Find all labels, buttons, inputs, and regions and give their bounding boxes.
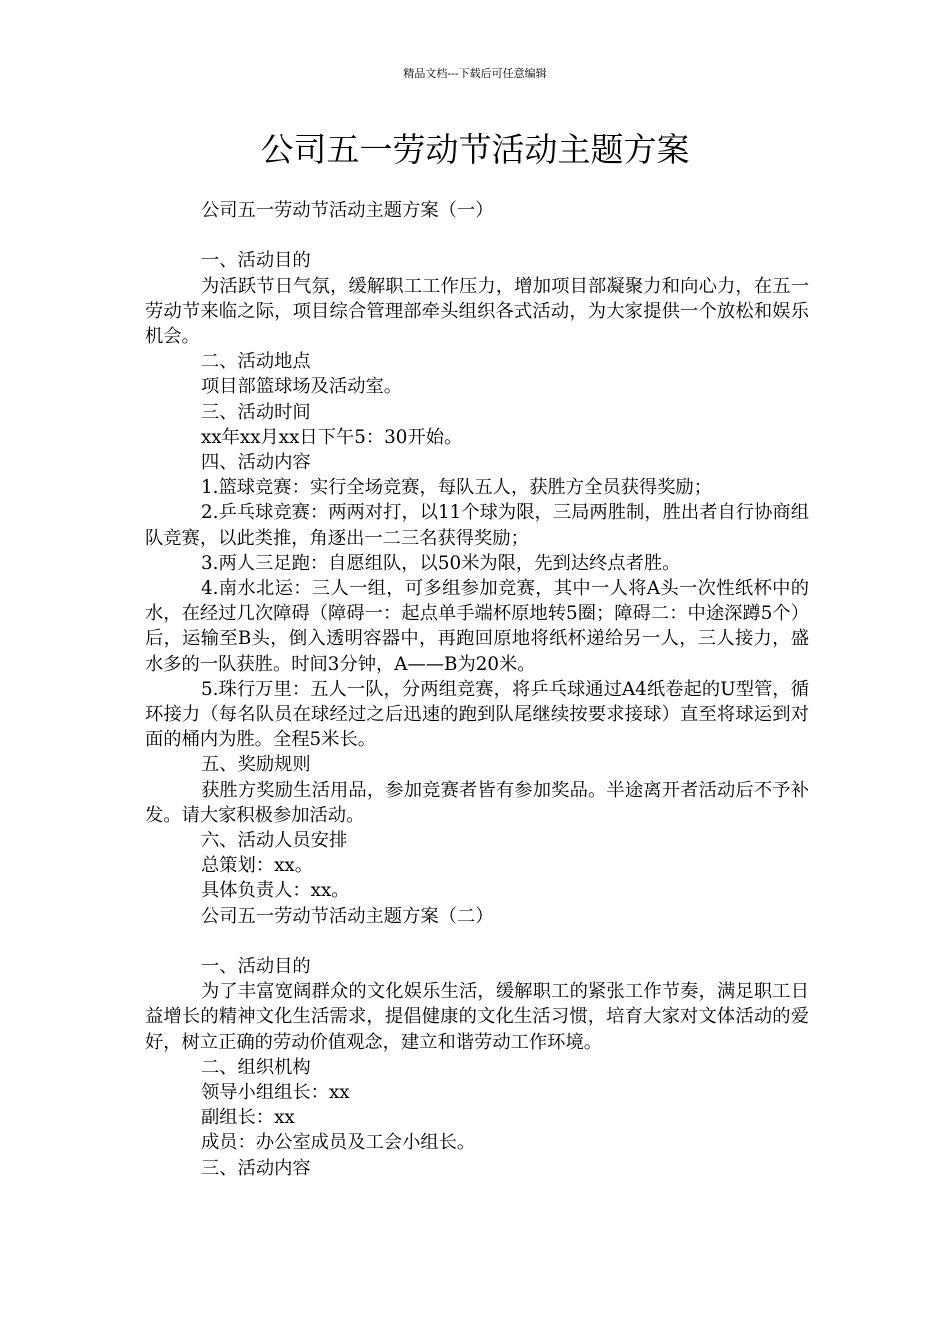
list-item-three-legged-race: 3.两人三足跑：自愿组队，以50米为限，先到达终点者胜。	[201, 552, 681, 574]
document-body	[145, 198, 809, 1181]
heading-purpose: 一、活动目的	[201, 250, 311, 272]
paragraph-deputy-leader: 副组长：xx	[201, 1107, 295, 1129]
list-item-ball-relay: 5.珠行万里：五人一队，分两组竞赛，将乒乓球通过A4纸卷起的U型管，循环接力（每名队员在球经过之后迅速的跑到队尾继续按要求接球）直至将球运到对面的桶内为胜。全程5米长。	[145, 678, 809, 751]
list-item-table-tennis: 2.乒乓球竞赛：两两对打，以11个球为限，三局两胜制，胜出者自行协商组队竞赛，以此类推，角逐出一二三名获得奖励；	[145, 502, 809, 549]
heading-time: 三、活动时间	[201, 401, 311, 423]
section-title-plan-two: 公司五一劳动节活动主题方案（二）	[201, 905, 494, 927]
section-title-plan-one: 公司五一劳动节活动主题方案（一）	[201, 200, 494, 221]
heading-staff: 六、活动人员安排	[201, 830, 348, 852]
heading-rewards: 五、奖励规则	[201, 754, 311, 776]
paragraph-members: 成员：办公室成员及工会小组长。	[201, 1132, 476, 1154]
heading-purpose-2: 一、活动目的	[201, 956, 311, 978]
paragraph-group-leader: 领导小组组长：xx	[201, 1082, 350, 1104]
heading-content: 四、活动内容	[201, 452, 311, 474]
heading-content-2: 三、活动内容	[201, 1157, 311, 1179]
paragraph-purpose-2: 为了丰富宽阔群众的文化娱乐生活，缓解职工的紧张工作节奏，满足职工日益增长的精神文化生活需求，提倡健康的文化生活习惯，培育大家对文体活动的爱好，树立正确的劳动价值观念，建立和谐劳动工作环境。	[145, 981, 809, 1053]
list-item-basketball: 1.篮球竞赛：实行全场竞赛，每队五人，获胜方全员获得奖励；	[201, 477, 713, 499]
header-note: 精品文档---下载后可任意编辑	[403, 67, 547, 80]
heading-organization: 二、组织机构	[201, 1056, 311, 1078]
document-title: 公司五一劳动节活动主题方案	[260, 130, 690, 169]
paragraph-person-in-charge: 具体负责人：xx。	[201, 880, 350, 902]
paragraph-rewards: 获胜方奖励生活用品，参加竞赛者皆有参加奖品。半途离开者活动后不予补发。请大家积极参加活动。	[145, 779, 809, 826]
paragraph-location: 项目部篮球场及活动室。	[201, 376, 403, 398]
heading-location: 二、活动地点	[201, 351, 311, 373]
list-item-water-relay: 4.南水北运：三人一组，可多组参加竞赛，其中一人将A头一次性纸杯中的水，在经过几次障碍（障碍一：起点单手端杯原地转5圈；障碍二：中途深蹲5个）后，运输至B头，倒入透明容器中，再跑回原地将纸杯递给另一人，三人接力，盛水多的一队获胜。时间3分钟，A——B为20米。	[145, 578, 809, 675]
paragraph-planner: 总策划：xx。	[201, 855, 314, 877]
paragraph-time: xx年xx月xx日下午5：30开始。	[201, 426, 463, 448]
paragraph-purpose: 为活跃节日气氛，缓解职工工作压力，增加项目部凝聚力和向心力，在五一劳动节来临之际，项目综合管理部牵头组织各式活动，为大家提供一个放松和娱乐机会。	[145, 275, 809, 347]
